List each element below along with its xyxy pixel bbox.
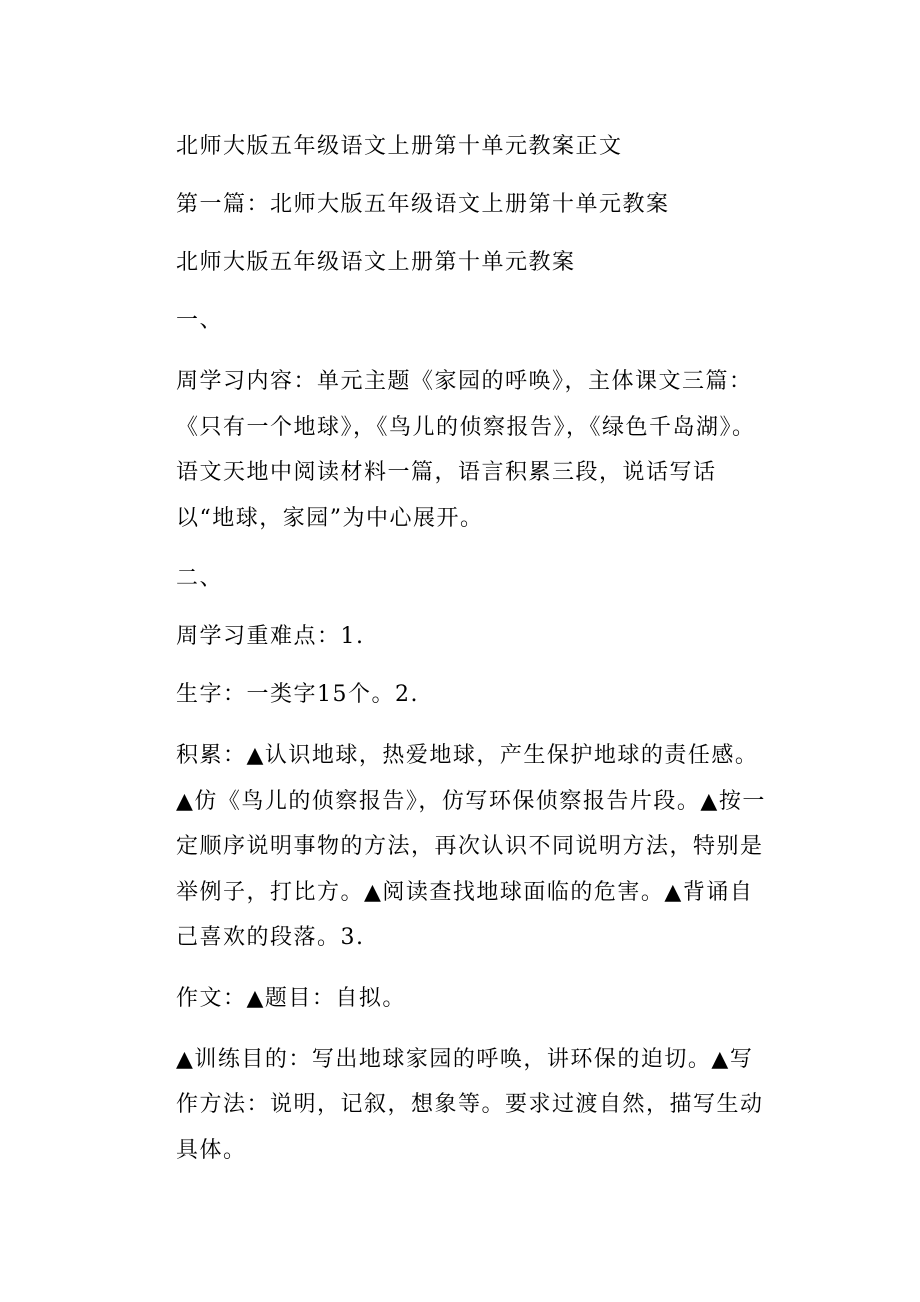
document-heading: 北师大版五年级语文上册第十单元教案 (176, 250, 576, 275)
section-one-marker: 一、 (176, 308, 224, 333)
training-paragraph: ▲训练目的：写出地球家园的呼唤，讲环保的迫切。▲写作方法：说明，记叙，想象等。要求过渡自然，描写生动具体。 (176, 1046, 764, 1163)
document-body (176, 127, 776, 1173)
composition-paragraph: 作文：▲题目：自拟。 (176, 985, 406, 1011)
document-subtitle: 第一篇：北师大版五年级语文上册第十单元教案 (176, 192, 670, 217)
accumulation-paragraph: 积累：▲认识地球，热爱地球，产生保护地球的责任感。▲仿《鸟儿的侦察报告》，仿写环保侦察报告片段。▲按一定顺序说明事物的方法，再次认识不同说明方法，特别是举例子，打比方。▲阅读查找地球面临的危害。▲背诵自己喜欢的段落。3. (176, 743, 766, 950)
section-two-marker: 二、 (176, 566, 224, 591)
key-points-paragraph: 周学习重难点：1. (176, 624, 365, 649)
document-title: 北师大版五年级语文上册第十单元教案正文 (176, 134, 623, 159)
characters-paragraph: 生字：一类字15个。2. (176, 682, 419, 707)
section-one-paragraph: 周学习内容：单元主题《家园的呼唤》，主体课文三篇：《只有一个地球》，《鸟儿的侦察报告》，《绿色千岛湖》。语文天地中阅读材料一篇，语言积累三段，说话写话以“地球，家园”为中心展开。 (176, 369, 756, 531)
